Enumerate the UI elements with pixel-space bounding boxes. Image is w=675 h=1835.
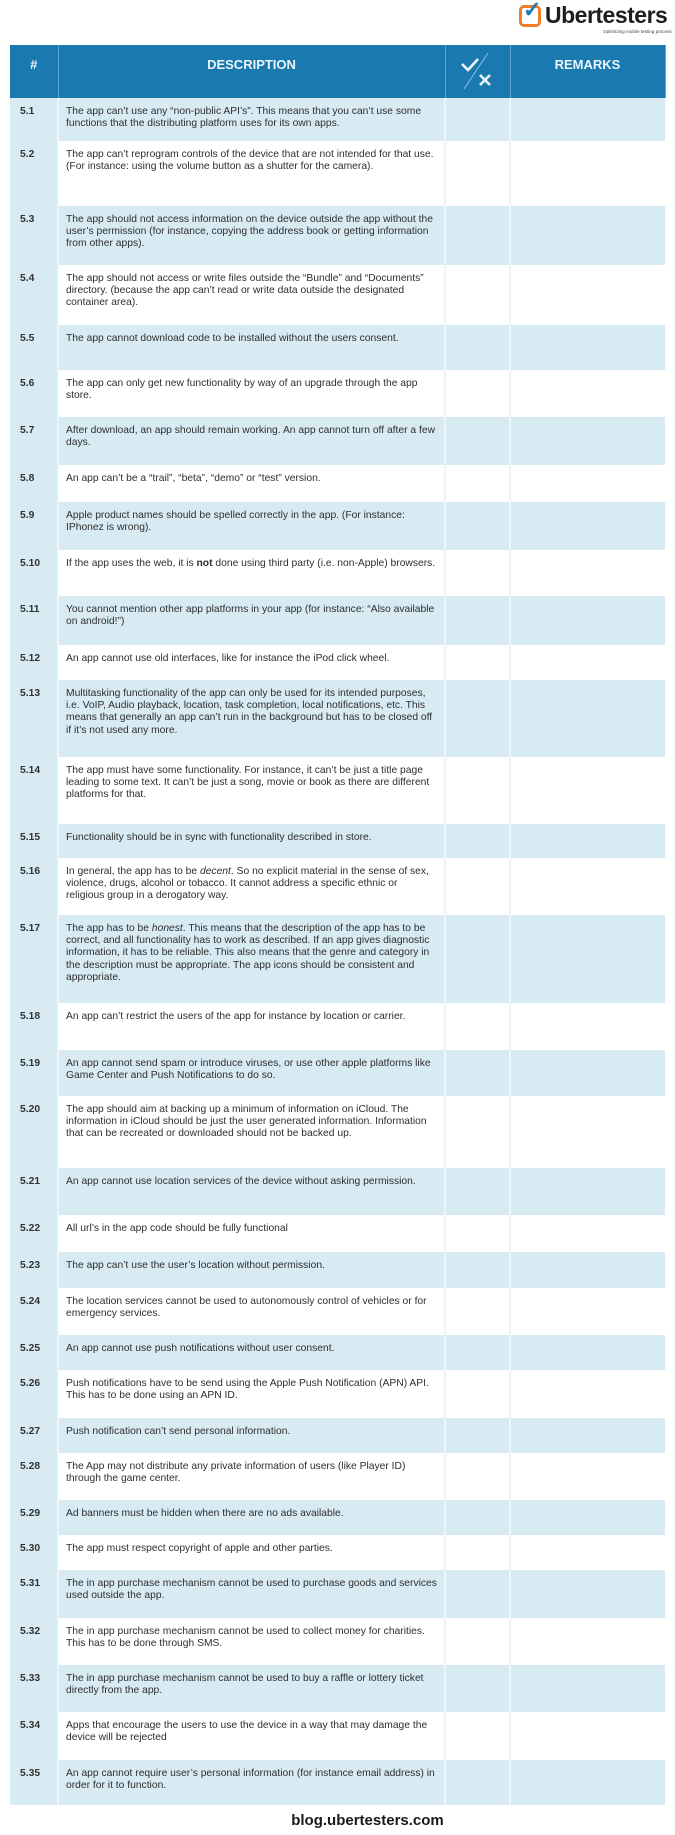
remarks-cell[interactable] <box>510 417 665 465</box>
pass-fail-cell[interactable] <box>445 596 510 645</box>
rule-description: The in app purchase mechanism cannot be used to purchase goods and services used outside the app. <box>58 1570 445 1618</box>
pass-fail-cell[interactable] <box>445 1288 510 1335</box>
emphasized-text: decent <box>199 866 231 877</box>
footer-url: blog.ubertesters.com <box>291 1812 444 1829</box>
remarks-cell[interactable] <box>510 1288 665 1335</box>
description-text: . This means that the description of the app has to be correct, and all functionality has to work as described. If an app gives diagnostic information, it has to be reliable. This also means that the genre and category in the description must be appropriate. The app icons should be consistent and appropriate. <box>66 923 430 983</box>
remarks-cell[interactable] <box>510 1500 665 1535</box>
table-row <box>10 1418 665 1453</box>
pass-fail-cell[interactable] <box>445 1500 510 1535</box>
table-row <box>10 141 665 206</box>
rule-number: 5.35 <box>10 1760 58 1805</box>
column-header-number: # <box>10 45 58 98</box>
table-row <box>10 417 665 465</box>
rule-number: 5.28 <box>10 1453 58 1500</box>
rule-number: 5.23 <box>10 1252 58 1288</box>
remarks-cell[interactable] <box>510 596 665 645</box>
rule-description: The App may not distribute any private information of users (like Player ID) through the game center. <box>58 1453 445 1500</box>
rule-number: 5.8 <box>10 465 58 502</box>
table-row <box>10 1288 665 1335</box>
rule-number: 5.33 <box>10 1665 58 1712</box>
rule-number: 5.17 <box>10 915 58 1003</box>
rule-number: 5.27 <box>10 1418 58 1453</box>
rule-description: An app can’t restrict the users of the app for instance by location or carrier. <box>58 1003 445 1050</box>
table-row <box>10 98 665 141</box>
rule-number: 5.2 <box>10 141 58 206</box>
table-row <box>10 1618 665 1665</box>
remarks-cell[interactable] <box>510 370 665 417</box>
logo-check-icon: ✓ <box>523 0 542 22</box>
remarks-cell[interactable] <box>510 757 665 824</box>
table-row <box>10 1003 665 1050</box>
rule-description: The in app purchase mechanism cannot be used to collect money for charities. This has to be done through SMS. <box>58 1618 445 1665</box>
pass-fail-cell[interactable] <box>445 141 510 206</box>
table-row <box>10 1252 665 1288</box>
pass-fail-cell[interactable] <box>445 265 510 325</box>
rule-number: 5.25 <box>10 1335 58 1370</box>
pass-fail-cell[interactable] <box>445 1570 510 1618</box>
pass-fail-cell[interactable] <box>445 1370 510 1418</box>
remarks-cell[interactable] <box>510 1335 665 1370</box>
pass-fail-cell[interactable] <box>445 1418 510 1453</box>
column-header-remarks: REMARKS <box>510 45 665 98</box>
table-row <box>10 1760 665 1805</box>
remarks-cell[interactable] <box>510 824 665 858</box>
rule-number: 5.32 <box>10 1618 58 1665</box>
emphasized-text: honest <box>151 923 183 934</box>
remarks-cell[interactable] <box>510 206 665 265</box>
remarks-cell[interactable] <box>510 98 665 141</box>
description-text: done using third party (i.e. non-Apple) browsers. <box>212 558 436 569</box>
table-row <box>10 1712 665 1760</box>
rule-description: Apps that encourage the users to use the device in a way that may damage the device will be rejected <box>58 1712 445 1760</box>
table-row <box>10 370 665 417</box>
rule-number: 5.16 <box>10 858 58 915</box>
pass-fail-cell[interactable] <box>445 206 510 265</box>
pass-fail-cell[interactable] <box>445 645 510 680</box>
rule-number: 5.13 <box>10 680 58 757</box>
remarks-cell[interactable] <box>510 1096 665 1168</box>
check-cross-icon <box>458 51 498 91</box>
rule-number: 5.4 <box>10 265 58 325</box>
rule-description: The app cannot download code to be installed without the users consent. <box>58 325 445 370</box>
rule-number: 5.22 <box>10 1215 58 1252</box>
pass-fail-cell[interactable] <box>445 858 510 915</box>
remarks-cell[interactable] <box>510 1252 665 1288</box>
table-row <box>10 502 665 550</box>
table-row <box>10 757 665 824</box>
emphasized-text: not <box>196 558 213 569</box>
rule-description: Functionality should be in sync with functionality described in store. <box>58 824 445 858</box>
rule-description: Ad banners must be hidden when there are no ads available. <box>58 1500 445 1535</box>
remarks-cell[interactable] <box>510 915 665 1003</box>
rule-description: The app must have some functionality. For instance, it can’t be just a title page leading to some text. It can’t be just a song, movie or book as there are different platforms for that. <box>58 757 445 824</box>
rule-number: 5.12 <box>10 645 58 680</box>
pass-fail-cell[interactable] <box>445 1003 510 1050</box>
description-text: The app has to be <box>66 923 152 934</box>
pass-fail-cell[interactable] <box>445 1050 510 1096</box>
rule-description: An app cannot use old interfaces, like for instance the iPod click wheel. <box>58 645 445 680</box>
rule-description: Multitasking functionality of the app can only be used for its intended purposes, i.e. VoIP, Audio playback, location, task completion, local notifications, etc. This means that generally an app can’t run in the background but has to be closed off if it’s not used any more. <box>58 680 445 757</box>
pass-fail-cell[interactable] <box>445 98 510 141</box>
table-row <box>10 680 665 757</box>
rule-number: 5.24 <box>10 1288 58 1335</box>
description-text: In general, the app has to be <box>66 866 200 877</box>
description-text: If the app uses the web, it is <box>66 558 197 569</box>
remarks-cell[interactable] <box>510 1370 665 1418</box>
table-row <box>10 596 665 645</box>
rule-description: An app cannot require user’s personal information (for instance email address) in order for it to function. <box>58 1760 445 1805</box>
table-row <box>10 325 665 370</box>
rule-number: 5.6 <box>10 370 58 417</box>
remarks-cell[interactable] <box>510 1712 665 1760</box>
rule-number: 5.20 <box>10 1096 58 1168</box>
table-row <box>10 824 665 858</box>
pass-fail-cell[interactable] <box>445 757 510 824</box>
rule-number: 5.9 <box>10 502 58 550</box>
table-row <box>10 1050 665 1096</box>
rule-description: The app can’t use any “non-public API’s”. This means that you can’t use some functions that the distributing platform uses for its own apps. <box>58 98 445 141</box>
rule-number: 5.29 <box>10 1500 58 1535</box>
remarks-cell[interactable] <box>510 1453 665 1500</box>
rule-description <box>58 550 445 596</box>
pass-fail-cell[interactable] <box>445 502 510 550</box>
remarks-cell[interactable] <box>510 1215 665 1252</box>
rule-description: An app cannot use push notifications without user consent. <box>58 1335 445 1370</box>
rule-description: The location services cannot be used to autonomously control of vehicles or for emergency services. <box>58 1288 445 1335</box>
table-row <box>10 1335 665 1370</box>
remarks-cell[interactable] <box>510 1418 665 1453</box>
rule-number: 5.19 <box>10 1050 58 1096</box>
table-row <box>10 1215 665 1252</box>
remarks-cell[interactable] <box>510 325 665 370</box>
pass-fail-cell[interactable] <box>445 1665 510 1712</box>
pass-fail-cell[interactable] <box>445 1535 510 1570</box>
remarks-cell[interactable] <box>510 680 665 757</box>
pass-fail-cell[interactable] <box>445 1712 510 1760</box>
rule-description: Push notification can’t send personal information. <box>58 1418 445 1453</box>
table-row <box>10 645 665 680</box>
table-row <box>10 465 665 502</box>
table-row <box>10 1570 665 1618</box>
rule-number: 5.18 <box>10 1003 58 1050</box>
rule-description <box>58 915 445 1003</box>
pass-fail-cell[interactable] <box>445 370 510 417</box>
pass-fail-cell[interactable] <box>445 1215 510 1252</box>
description-text: . So no explicit material in the sense of sex, violence, drugs, alcohol or tobacco. It cannot address a specific ethnic or religious group in a derogatory way. <box>66 866 429 902</box>
remarks-cell[interactable] <box>510 502 665 550</box>
rule-number: 5.30 <box>10 1535 58 1570</box>
rule-description: An app can’t be a “trail”, “beta”, “demo” or “test” version. <box>58 465 445 502</box>
rule-description: An app cannot use location services of the device without asking permission. <box>58 1168 445 1215</box>
table-row <box>10 1453 665 1500</box>
rule-description: All url’s in the app code should be fully functional <box>58 1215 445 1252</box>
pass-fail-cell[interactable] <box>445 325 510 370</box>
remarks-cell[interactable] <box>510 1003 665 1050</box>
table-header-row <box>10 45 665 98</box>
pass-fail-cell[interactable] <box>445 1453 510 1500</box>
remarks-cell[interactable] <box>510 265 665 325</box>
rule-description: After download, an app should remain working. An app cannot turn off after a few days. <box>58 417 445 465</box>
rule-description: The app can’t reprogram controls of the device that are not intended for that use. (For instance: using the volume button as a shutter for the camera). <box>58 141 445 206</box>
column-header-description: DESCRIPTION <box>58 45 445 98</box>
rule-description: The app should not access or write files outside the “Bundle” and “Documents” directory. (because the app can’t read or write data outside the designated container area). <box>58 265 445 325</box>
remarks-cell[interactable] <box>510 141 665 206</box>
pass-fail-cell[interactable] <box>445 680 510 757</box>
rule-number: 5.34 <box>10 1712 58 1760</box>
rule-description: The in app purchase mechanism cannot be used to buy a raffle or lottery ticket directly from the app. <box>58 1665 445 1712</box>
remarks-cell[interactable] <box>510 1570 665 1618</box>
pass-fail-cell[interactable] <box>445 824 510 858</box>
remarks-cell[interactable] <box>510 1618 665 1665</box>
rule-number: 5.21 <box>10 1168 58 1215</box>
rule-number: 5.7 <box>10 417 58 465</box>
pass-fail-cell[interactable] <box>445 465 510 502</box>
table-row <box>10 550 665 596</box>
pass-fail-cell[interactable] <box>445 550 510 596</box>
rule-number: 5.3 <box>10 206 58 265</box>
pass-fail-cell[interactable] <box>445 915 510 1003</box>
table-row <box>10 1168 665 1215</box>
pass-fail-cell[interactable] <box>445 1760 510 1805</box>
table-row <box>10 1370 665 1418</box>
pass-fail-cell[interactable] <box>445 1252 510 1288</box>
rule-description: The app must respect copyright of apple and other parties. <box>58 1535 445 1570</box>
pass-fail-cell[interactable] <box>445 417 510 465</box>
table-row <box>10 1535 665 1570</box>
rule-number: 5.10 <box>10 550 58 596</box>
rule-description: An app cannot send spam or introduce viruses, or use other apple platforms like Game Center and Push Notifications to do so. <box>58 1050 445 1096</box>
rule-number: 5.31 <box>10 1570 58 1618</box>
column-header-check <box>445 45 510 98</box>
rule-description: Push notifications have to be send using the Apple Push Notification (APN) API. This has to be done using an APN ID. <box>58 1370 445 1418</box>
pass-fail-cell[interactable] <box>445 1168 510 1215</box>
pass-fail-cell[interactable] <box>445 1335 510 1370</box>
table-row <box>10 1665 665 1712</box>
rule-number: 5.5 <box>10 325 58 370</box>
rule-number: 5.26 <box>10 1370 58 1418</box>
remarks-cell[interactable] <box>510 1760 665 1805</box>
remarks-cell[interactable] <box>510 1168 665 1215</box>
rule-description: The app can only get new functionality by way of an upgrade through the app store. <box>58 370 445 417</box>
remarks-cell[interactable] <box>510 645 665 680</box>
pass-fail-cell[interactable] <box>445 1618 510 1665</box>
checklist-table <box>10 45 666 1805</box>
rule-number: 5.1 <box>10 98 58 141</box>
rule-description: The app should aim at backing up a minimum of information on iCloud. The information in iCloud should be just the user generated information. Information that can be recreated or downloaded should not be backed up. <box>58 1096 445 1168</box>
remarks-cell[interactable] <box>510 858 665 915</box>
remarks-cell[interactable] <box>510 465 665 502</box>
rule-number: 5.11 <box>10 596 58 645</box>
rule-number: 5.14 <box>10 757 58 824</box>
brand-name: Ubertesters <box>545 2 668 28</box>
table-row <box>10 915 665 1003</box>
table-row <box>10 206 665 265</box>
rule-description: You cannot mention other app platforms in your app (for instance: “Also available on android!”) <box>58 596 445 645</box>
rule-description: The app can’t use the user’s location without permission. <box>58 1252 445 1288</box>
rule-description <box>58 858 445 915</box>
remarks-cell[interactable] <box>510 550 665 596</box>
pass-fail-cell[interactable] <box>445 1096 510 1168</box>
table-row <box>10 1500 665 1535</box>
table-row <box>10 858 665 915</box>
table-row <box>10 1096 665 1168</box>
rule-description: The app should not access information on the device outside the app without the user’s permission (for instance, copying the address book or getting information from other apps). <box>58 206 445 265</box>
rule-number: 5.15 <box>10 824 58 858</box>
table-row <box>10 265 665 325</box>
ubertesters-logo <box>519 0 672 37</box>
remarks-cell[interactable] <box>510 1050 665 1096</box>
brand-tagline: Optimizing mobile testing process <box>603 29 672 34</box>
remarks-cell[interactable] <box>510 1535 665 1570</box>
remarks-cell[interactable] <box>510 1665 665 1712</box>
rule-description: Apple product names should be spelled correctly in the app. (For instance: IPhonez is wrong). <box>58 502 445 550</box>
